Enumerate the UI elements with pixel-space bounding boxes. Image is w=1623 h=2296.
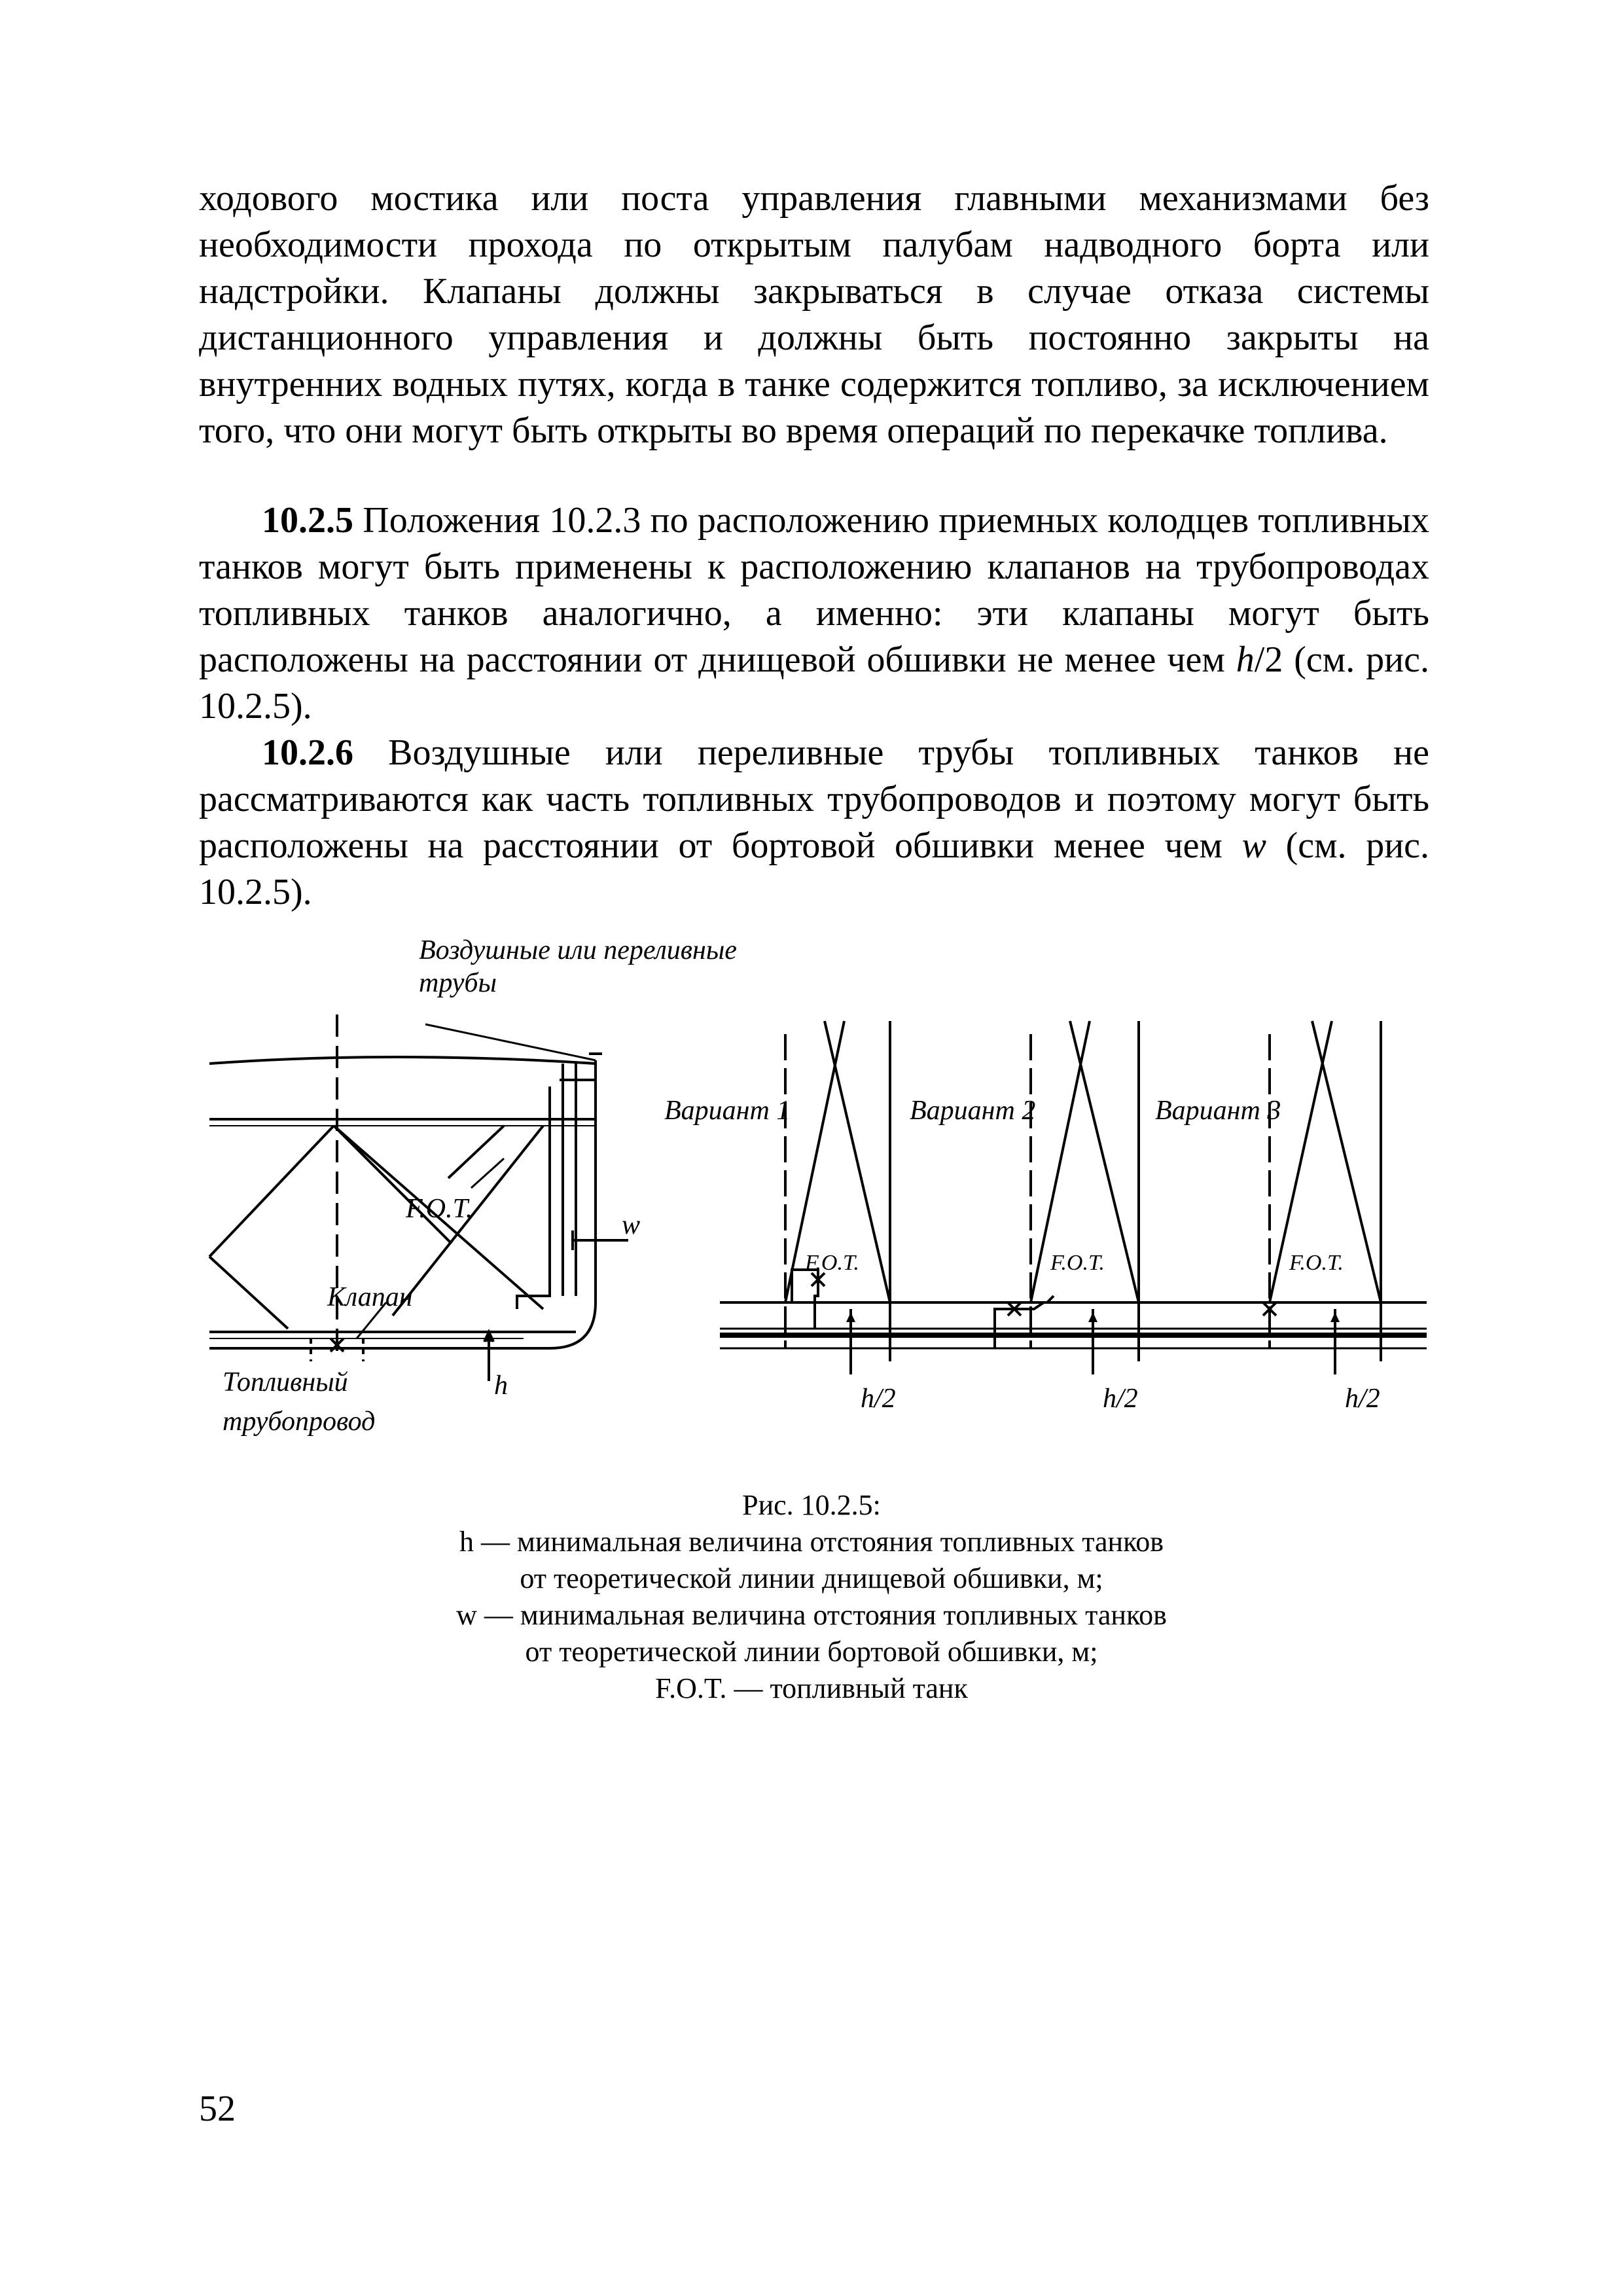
variant2-label: Вариант 2 [910, 1096, 1036, 1126]
variant2-fot-label: F.O.T. [1050, 1251, 1105, 1275]
w-label: w [622, 1210, 641, 1240]
caption-line-2: от теоретической линии днищевой обшивки, м; [520, 1562, 1103, 1594]
caption-line-1: h — минимальная величина отстояния топливных танков [459, 1526, 1164, 1558]
variant1-label: Вариант 1 [664, 1096, 791, 1126]
paragraph-tail: /2 (см. рис. 10.2.5). [199, 639, 1430, 726]
w-symbol: w [1241, 825, 1266, 866]
deck-line [209, 1057, 596, 1064]
caption-line-5: F.O.T. — топливный танк [655, 1672, 968, 1704]
paragraph-tail: (см. рис. 10.2.5). [199, 825, 1430, 912]
fuel-pipe-label-2: трубопровод [223, 1407, 376, 1437]
page-number: 52 [199, 2089, 236, 2129]
variant3-h2-label: h/2 [1345, 1384, 1380, 1414]
fuel-pipe-label-1: Топливный [223, 1367, 348, 1397]
variant3-fot-label: F.O.T. [1289, 1251, 1344, 1275]
paragraph-text: ходового мостика или поста управления главными механизмами без необходимости прохода по открытым палубам надводного борта или надстройки. Клапаны должны закрываться в случае отказа системы дистанционного управления и должны быть постоянно закрыты на внутренних водных путях, когда в танке содержится топливо, за исключением того, что они могут быть открыты во время операций по перекачке топлива. [199, 178, 1429, 451]
figure-caption [327, 1487, 1296, 1707]
figure-10-2-5 [196, 929, 1440, 1486]
caption-line-3: w — минимальная величина отстояния топливных танков [456, 1599, 1167, 1631]
h-symbol: h [1236, 639, 1255, 680]
variant3-label: Вариант 3 [1155, 1096, 1281, 1126]
air-pipe-leader [425, 1024, 596, 1060]
air-pipes-label-2: трубы [419, 968, 497, 998]
variant2-pipe [995, 1302, 1044, 1348]
valve-label: Клапан [327, 1282, 413, 1312]
section-number: 10.2.6 [262, 732, 353, 773]
h-label: h [494, 1371, 508, 1401]
caption-title: Рис. 10.2.5: [742, 1489, 881, 1521]
paragraph-continuation [199, 175, 1429, 454]
paragraph-text: Положения 10.2.3 по расположению приемных колодцев топливных танков могут быть применены к расположению клапанов на трубопроводах топливных танков аналогично, а именно: эти клапаны могут быть расположены на расстоянии от днищевой обшивки не менее чем [199, 500, 1430, 680]
variant2-h2-label: h/2 [1103, 1384, 1138, 1414]
caption-line-4: от теоретической линии бортовой обшивки, м; [525, 1636, 1098, 1668]
section-number: 10.2.5 [262, 500, 353, 541]
fot-label: F.O.T. [406, 1194, 473, 1224]
paragraph-text: Воздушные или переливные трубы топливных танков не рассматриваются как часть топливных трубопроводов и поэтому могут быть расположены на расстоянии от бортовой обшивки менее чем [199, 732, 1430, 866]
air-pipes-label-1: Воздушные или переливные [419, 935, 737, 965]
variant1-fot-label: F.O.T. [805, 1251, 859, 1275]
variant1-h2-label: h/2 [861, 1384, 896, 1414]
paragraph-10-2-5 [199, 497, 1429, 730]
figure-drawing [196, 929, 1440, 1486]
variant1-pipe [792, 1270, 818, 1329]
paragraph-10-2-6 [199, 730, 1429, 916]
